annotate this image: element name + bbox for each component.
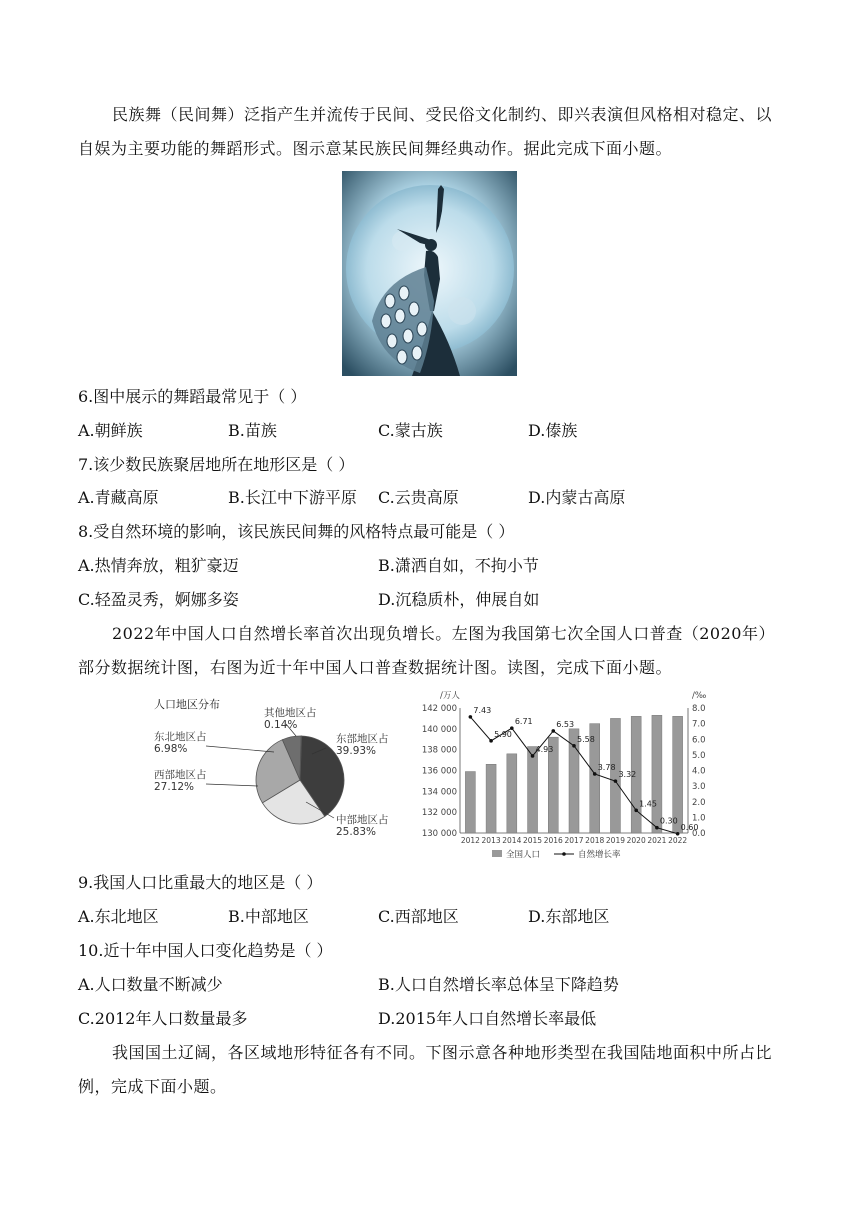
intro-paragraph-3: 我国国土辽阔，各区域地形特征各有不同。下图示意各种地形类型在我国陆地面积中所占比例，完成下面小题。 [78,1043,773,1096]
growth-rate-label: 0.30 [659,816,678,826]
right-tick-label: 1.0 [692,813,706,824]
pie-leader-line [206,784,258,786]
option-d[interactable]: D.2015年人口自然增长率最低 [378,1009,597,1028]
pie-slice-value: 25.83% [336,826,377,838]
question-6-options [78,414,784,448]
question-7-options [78,481,784,515]
growth-rate-label: 3.32 [618,770,637,780]
question-8-options-row1 [78,549,784,583]
question-9-options [78,900,784,934]
growth-rate-label: 0.60 [680,822,699,832]
pie-slice-label: 中部地区占 [336,814,389,826]
growth-rate-point [489,739,493,743]
growth-rate-point [551,729,555,733]
question-10-options-row1 [78,968,784,1002]
pie-slice-label: 西部地区占 [154,769,207,781]
pie-slice-value: 0.14% [264,719,298,731]
x-tick-label: 2013 [481,836,501,845]
left-tick-label: 136 000 [421,766,457,777]
growth-rate-label: 6.53 [556,719,575,729]
option-c[interactable]: C.2012年人口数量最多 [78,1009,248,1028]
left-tick-label: 142 000 [421,704,457,714]
growth-rate-point [593,772,597,776]
growth-rate-label: 3.78 [597,762,616,772]
growth-rate-point [614,779,618,783]
option-b[interactable]: B.潇洒自如，不拘小节 [378,556,539,575]
right-tick-label: 3.0 [692,782,706,793]
right-axis-unit: /‰ [692,691,707,701]
question-10-options-row2 [78,1002,784,1036]
population-bar [673,716,683,833]
right-tick-label: 6.0 [692,735,706,746]
growth-rate-label: 4.93 [535,744,554,754]
population-bar [652,715,662,833]
option-d[interactable]: D.内蒙古高原 [528,488,626,507]
x-tick-label: 2018 [585,836,605,845]
right-tick-label: 8.0 [692,704,706,714]
population-bar [507,754,517,833]
pie-slice-value: 6.98% [154,743,188,755]
option-d[interactable]: D.傣族 [528,421,578,440]
growth-rate-point [655,826,659,830]
pie-slice-value: 39.93% [336,745,377,757]
x-tick-label: 2012 [460,836,480,845]
dancer-photo [342,171,517,376]
intro-paragraph-1: 民族舞（民间舞）泛指产生并流传于民间、受民俗文化制约、即兴表演但风格相对稳定、以自娱为主要功能的舞蹈形式。图示意某民族民间舞经典动作。据此完成下面小题。 [78,105,773,158]
question-7: 7.该少数民族聚居地所在地形区是（ ） [78,455,355,474]
growth-rate-label: 5.58 [577,734,595,744]
left-axis-unit: /万人 [440,691,460,701]
population-trend-chart [412,686,722,866]
option-b[interactable]: B.人口自然增长率总体呈下降趋势 [378,975,619,994]
left-tick-label: 140 000 [421,724,457,735]
growth-rate-point [531,754,535,758]
option-c[interactable]: C.轻盈灵秀，婀娜多姿 [78,590,239,609]
right-tick-label: 7.0 [692,719,706,730]
pie-slice-label: 其他地区占 [264,707,317,719]
option-a[interactable]: A.东北地区 [78,907,159,926]
pie-slice-label: 东北地区占 [154,731,207,743]
x-tick-label: 2019 [605,836,626,845]
growth-rate-point [469,715,473,719]
question-8-options-row2 [78,583,784,617]
question-9: 9.我国人口比重最大的地区是（ ） [78,873,323,892]
question-6: 6.图中展示的舞蹈最常见于（ ） [78,387,307,406]
growth-rate-label: 7.43 [473,705,492,715]
x-tick-label: 2016 [543,836,563,845]
growth-rate-label: 1.45 [639,799,657,809]
legend-line-marker [562,852,566,856]
option-b[interactable]: B.长江中下游平原 [228,488,357,507]
x-tick-label: 2014 [502,836,522,845]
option-a[interactable]: A.热情奔放，粗犷豪迈 [78,556,239,575]
right-tick-label: 5.0 [692,750,706,761]
option-d[interactable]: D.沉稳质朴，伸展自如 [378,590,540,609]
pie-leader-line [206,746,274,752]
x-tick-label: 2022 [668,836,688,845]
legend-bar-swatch [492,850,502,857]
option-b[interactable]: B.苗族 [228,421,277,440]
population-bar [486,764,496,833]
option-a[interactable]: A.人口数量不断减少 [78,975,223,994]
left-tick-label: 132 000 [421,808,457,819]
legend-bar-label: 全国人口 [506,850,541,860]
growth-rate-point [510,726,514,730]
x-tick-label: 2021 [647,836,667,845]
right-tick-label: 0.0 [692,829,706,839]
growth-rate-label: 6.71 [514,717,533,727]
right-tick-label: 2.0 [692,797,706,808]
growth-rate-point [676,832,680,836]
question-10: 10.近十年中国人口变化趋势是（ ） [78,941,333,960]
option-c[interactable]: C.云贵高原 [378,488,459,507]
question-8: 8.受自然环境的影响，该民族民间舞的风格特点最可能是（ ） [78,522,515,541]
x-tick-label: 2020 [626,836,646,845]
left-tick-label: 138 000 [421,745,457,756]
intro-paragraph-2: 2022年中国人口自然增长率首次出现负增长。左图为我国第七次全国人口普查（2020年）部分数据统计图，右图为近十年中国人口普查数据统计图。读图，完成下面小题。 [78,624,775,677]
x-tick-label: 2015 [522,836,543,845]
option-d[interactable]: D.东部地区 [528,907,610,926]
left-tick-label: 130 000 [421,829,457,839]
growth-rate-label: 5.90 [494,729,512,739]
x-tick-label: 2017 [564,836,584,845]
legend-line-label: 自然增长率 [578,850,621,860]
growth-rate-point [634,809,638,813]
option-b[interactable]: B.中部地区 [228,907,309,926]
pie-chart-title: 人口地区分布 [154,698,220,711]
option-c[interactable]: C.西部地区 [378,907,459,926]
growth-rate-point [572,744,576,748]
population-bar [465,772,475,833]
option-a[interactable]: A.朝鲜族 [78,421,143,440]
population-region-pie-chart [146,690,406,845]
pie-slice-label: 东部地区占 [336,733,389,745]
pie-slice-value: 27.12% [154,781,195,793]
left-tick-label: 134 000 [421,787,457,798]
right-tick-label: 4.0 [692,766,706,777]
option-c[interactable]: C.蒙古族 [378,421,443,440]
population-bar [528,747,538,833]
option-a[interactable]: A.青藏高原 [78,488,159,507]
